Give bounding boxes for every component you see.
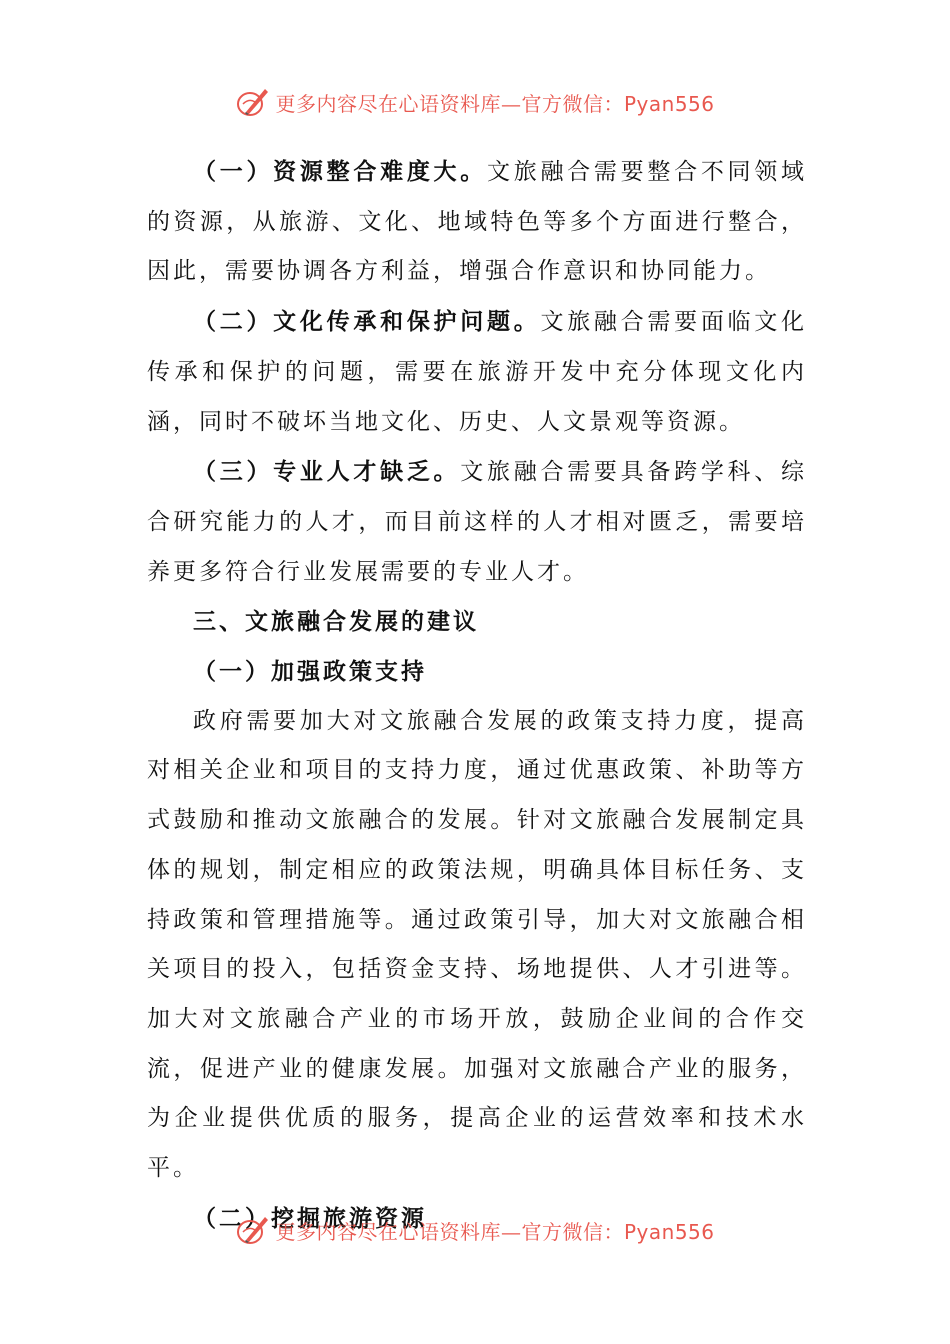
document-body [147,147,807,1243]
paragraph-resource-integration [147,147,807,297]
paragraph-text: 文旅融合需要整合不同领域的资源，从旅游、文化、地域特色等多个方面进行整合，因此，需要协调各方利益，增强合作意识和协同能力。 [147,159,808,285]
paragraph-policy-support: 政府需要加大对文旅融合发展的政策支持力度，提高对相关企业和项目的支持力度，通过优惠政策、补助等方式鼓励和推动文旅融合的发展。针对文旅融合发展制定具体的规划，制定相应的政策法规，明确具体目标任务、支持政策和管理措施等。通过政策引导，加大对文旅融合相关项目的投入，包括资金支持、场地提供、人才引进等。加大对文旅融合产业的市场开放，鼓励企业间的合作交流，促进产业的健康发展。加强对文旅融合产业的服务，为企业提供优质的服务，提高企业的运营效率和技术水平。 [147,707,807,1182]
subsection-heading-policy: （一）加强政策支持 [193,658,427,686]
paragraph-lead: （一）资源整合难度大。 [193,158,487,185]
pen-logo-icon [235,1212,271,1248]
subsection-heading-tourism: （二）挖掘旅游资源 [193,1204,427,1232]
watermark-footer [0,1210,950,1250]
paragraph-text: 文旅融合需要面临文化传承和保护的问题，需要在旅游开发中充分体现文化内涵，同时不破坏当地文化、历史、人文景观等资源。 [147,309,808,435]
section-heading: 三、文旅融合发展的建议 [193,608,479,636]
watermark-text: 更多内容尽在心语资料库—官方微信：Pyan556 [275,91,715,116]
paragraph-lead: （二）文化传承和保护问题。 [193,308,541,336]
paragraph-text: 文旅融合需要具备跨学科、综合研究能力的人才，而目前这样的人才相对匮乏，需要培养更多符合行业发展需要的专业人才。 [147,459,808,585]
watermark-header [0,82,950,122]
paragraph-lead: （三）专业人才缺乏。 [193,458,461,486]
paragraph-talent-shortage [147,447,807,597]
pen-logo-icon [235,84,271,120]
watermark-text: 更多内容尽在心语资料库—官方微信：Pyan556 [275,1219,715,1244]
paragraph-cultural-heritage [147,297,807,447]
